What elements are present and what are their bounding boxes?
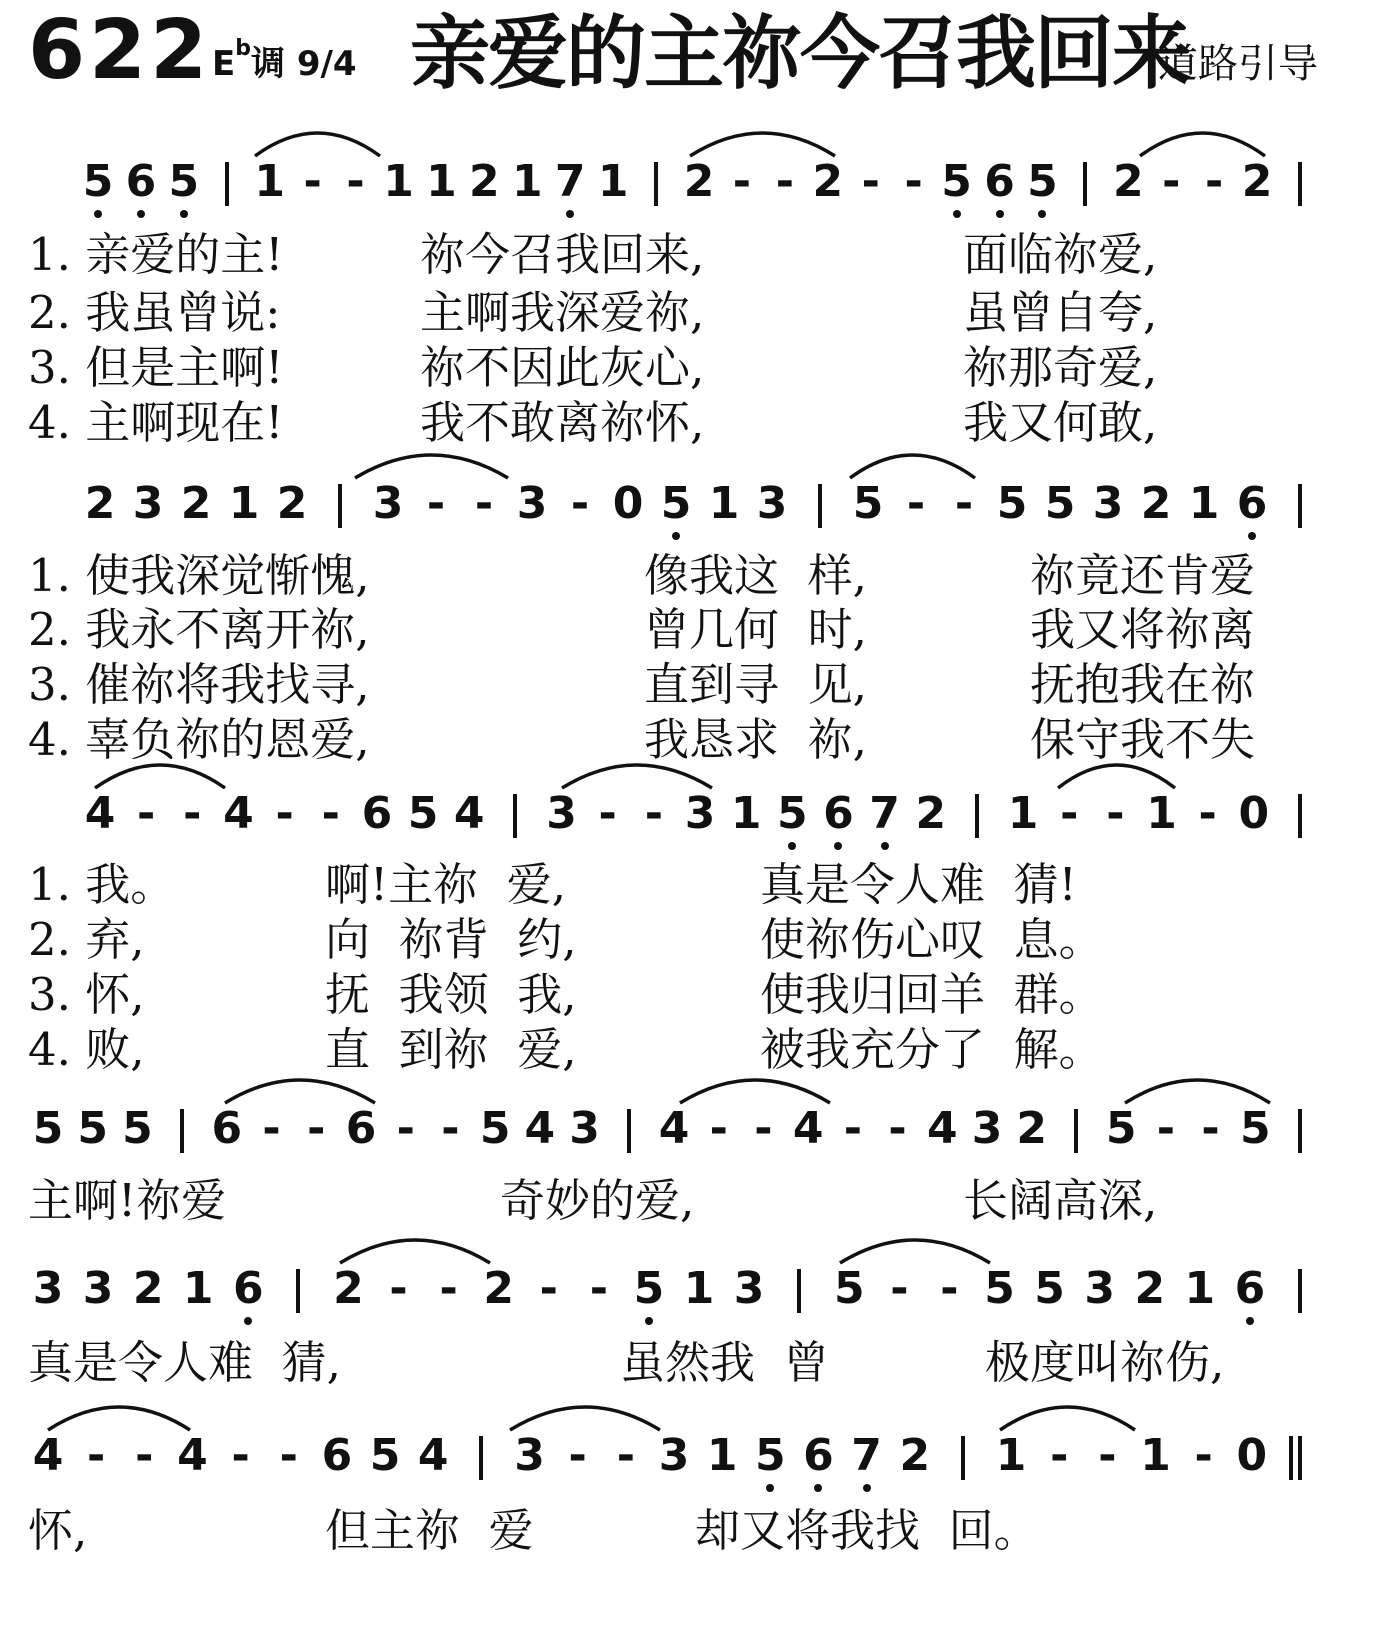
- note: 1: [511, 156, 543, 207]
- hold-dash: -: [1060, 788, 1079, 839]
- lower-octave-dot: [766, 1484, 774, 1492]
- notation-line: [0, 480, 1400, 540]
- tie-group: [0, 748, 1400, 798]
- tie-group: [0, 116, 1400, 166]
- note: 1: [1184, 1263, 1216, 1314]
- tie-arc: [1125, 1080, 1270, 1103]
- note: 1: [383, 156, 414, 207]
- note: 5: [996, 478, 1028, 529]
- lower-octave-dot: [834, 842, 842, 850]
- tune-name: 道路引导: [1158, 41, 1318, 87]
- note: 2: [1016, 1103, 1048, 1154]
- key-letter: E: [212, 44, 236, 84]
- hold-dash: -: [87, 1430, 106, 1481]
- note: 0: [1236, 1430, 1268, 1481]
- barline: [975, 794, 979, 838]
- hold-dash: -: [262, 1103, 281, 1154]
- note: 5: [754, 1430, 786, 1481]
- note: 2: [1112, 156, 1144, 207]
- hold-dash: -: [474, 478, 494, 529]
- barline: [1074, 1109, 1078, 1153]
- hold-dash: -: [616, 1430, 635, 1481]
- note: 6: [1236, 478, 1268, 529]
- hold-dash: -: [954, 478, 974, 529]
- lower-octave-dot: [645, 1317, 653, 1325]
- hold-dash: -: [940, 1263, 959, 1314]
- notation-line: [0, 790, 1400, 850]
- lower-octave-dot: [94, 210, 102, 218]
- note: 3: [733, 1263, 765, 1314]
- tie-arc: [680, 1080, 830, 1103]
- tie-arc: [840, 1240, 990, 1263]
- lyric-v3-c1: 3. 怀,: [28, 968, 145, 1021]
- note: 0: [612, 478, 644, 529]
- lower-octave-dot: [566, 210, 574, 218]
- key-signature: [212, 36, 357, 84]
- barline: [961, 1436, 965, 1480]
- note: 4: [223, 788, 254, 839]
- lower-octave-dot: [863, 1484, 871, 1492]
- barline: [1298, 1269, 1302, 1313]
- lyric-v4-c1: 4. 败,: [28, 1023, 145, 1076]
- note: 3: [684, 788, 716, 839]
- note: 4: [177, 1430, 208, 1481]
- hold-dash: -: [754, 1103, 773, 1154]
- chorus-2a: 真是令人难 猜,: [28, 1336, 341, 1389]
- tie-group: [0, 438, 1400, 488]
- note: 2: [1241, 156, 1273, 207]
- note: 3: [1084, 1263, 1115, 1314]
- hymn-number: 622: [28, 3, 212, 98]
- tie-arc: [1058, 765, 1175, 788]
- note: 5: [984, 1263, 1015, 1314]
- lyric-v2-b2: 曾几何 时,: [644, 603, 867, 656]
- note: 6: [803, 1430, 834, 1481]
- hold-dash: -: [135, 1430, 154, 1481]
- note: 4: [32, 1430, 64, 1481]
- note: 1: [426, 156, 457, 207]
- note: 5: [1044, 478, 1076, 529]
- lyric-v4-b2: 我恳求 祢,: [644, 713, 867, 766]
- hold-dash: -: [1201, 1103, 1220, 1154]
- barline: [1298, 162, 1302, 206]
- lyric-v1-a1: 1. 亲爱的主!: [28, 228, 284, 281]
- note: 2: [84, 478, 116, 529]
- barline: [180, 1109, 184, 1153]
- hold-dash: -: [1162, 156, 1181, 207]
- hold-dash: -: [1050, 1430, 1069, 1481]
- note: 6: [321, 1430, 353, 1481]
- lyric-v1-c2: 啊!主祢 爱,: [325, 858, 566, 911]
- note: 3: [82, 1263, 114, 1314]
- barline: [225, 162, 229, 206]
- lyric-v2-a2: 主啊我深爱祢,: [420, 286, 705, 339]
- final-barline: [1289, 1436, 1293, 1480]
- lyric-v3-a3: 祢那奇爱,: [963, 341, 1158, 394]
- hold-dash: -: [426, 478, 446, 529]
- note: 4: [84, 788, 116, 839]
- lyric-v4-a3: 我又何敢,: [963, 396, 1158, 449]
- hold-dash: -: [1098, 1430, 1117, 1481]
- lyric-v4-a2: 我不敢离祢怀,: [420, 396, 705, 449]
- note: 1: [708, 478, 740, 529]
- barline: [338, 484, 342, 528]
- tie-arc: [1140, 133, 1265, 156]
- lower-octave-dot: [1246, 1317, 1254, 1325]
- lyric-v4-b3: 保守我不失: [1030, 713, 1256, 766]
- note: 1: [706, 1430, 738, 1481]
- notation-line: [0, 158, 1400, 218]
- chorus-2c: 极度叫祢伤,: [985, 1336, 1225, 1389]
- hymn-title: 亲爱的主祢今召我回来: [410, 7, 1190, 100]
- note: 4: [453, 788, 485, 839]
- note: 5: [1034, 1263, 1065, 1314]
- note: 4: [926, 1103, 958, 1154]
- tie-group: [0, 1390, 1400, 1440]
- lyric-v1-b1: 1. 使我深觉惭愧,: [28, 549, 370, 602]
- note: 5: [32, 1103, 64, 1154]
- note: 3: [516, 478, 548, 529]
- lyric-v1-b2: 像我这 样,: [644, 549, 867, 602]
- note: 1: [1007, 788, 1039, 839]
- lyric-v4-c2: 直 到祢 爱,: [325, 1023, 577, 1076]
- note: 1: [1146, 788, 1177, 839]
- barline: [797, 1269, 801, 1313]
- hold-dash: -: [303, 156, 322, 207]
- lower-octave-dot: [1248, 532, 1256, 540]
- hold-dash: -: [389, 1263, 408, 1314]
- lyric-v2-c1: 2. 弃,: [28, 913, 145, 966]
- barline: [296, 1269, 300, 1313]
- lower-octave-dot: [788, 842, 796, 850]
- note: 1: [182, 1263, 214, 1314]
- note: 5: [122, 1103, 153, 1154]
- note: 1: [683, 1263, 715, 1314]
- note: 4: [524, 1103, 556, 1154]
- note: 6: [233, 1263, 264, 1314]
- tie-arc: [510, 1407, 660, 1430]
- lower-octave-dot: [244, 1317, 252, 1325]
- barline: [627, 1109, 631, 1153]
- notation-line: [0, 1432, 1400, 1492]
- lyric-v3-b1: 3. 催祢将我找寻,: [28, 658, 370, 711]
- note: 5: [369, 1430, 401, 1481]
- key-rest: 调 9/4: [250, 44, 357, 84]
- tie-arc: [850, 455, 975, 478]
- final-barline: [1298, 1436, 1302, 1480]
- note: 6: [1234, 1263, 1266, 1314]
- note: 6: [125, 156, 157, 207]
- barline: [654, 162, 658, 206]
- hold-dash: -: [321, 788, 340, 839]
- tie-arc: [1000, 1407, 1135, 1430]
- note: 2: [812, 156, 844, 207]
- lyric-v3-a2: 祢不因此灰心,: [420, 341, 705, 394]
- note: 1: [1188, 478, 1220, 529]
- lower-octave-dot: [137, 210, 145, 218]
- hold-dash: -: [439, 1263, 458, 1314]
- hold-dash: -: [589, 1263, 608, 1314]
- note: 2: [333, 1263, 364, 1314]
- lyric-v1-c3: 真是令人难 猜!: [760, 858, 1077, 911]
- lyric-v4-c3: 被我充分了 解。: [760, 1023, 1104, 1076]
- lyric-v4-a1: 4. 主啊现在!: [28, 396, 284, 449]
- chorus-3b: 但主祢 爱: [325, 1504, 534, 1557]
- hold-dash: -: [888, 1103, 907, 1154]
- hold-dash: -: [539, 1263, 558, 1314]
- lyric-v1-b3: 祢竟还肯爱: [1030, 549, 1256, 602]
- barline: [513, 794, 517, 838]
- chorus-1b: 奇妙的爱,: [500, 1174, 695, 1227]
- note: 1: [1140, 1430, 1171, 1481]
- hold-dash: -: [231, 1430, 250, 1481]
- note: 2: [180, 478, 212, 529]
- note: 3: [971, 1103, 1003, 1154]
- chorus-1c: 长阔高深,: [963, 1174, 1158, 1227]
- hold-dash: -: [307, 1103, 326, 1154]
- note: 7: [554, 156, 586, 207]
- note: 6: [211, 1103, 243, 1154]
- note: 3: [132, 478, 164, 529]
- tie-arc: [255, 133, 380, 156]
- hold-dash: -: [644, 788, 663, 839]
- note: 3: [372, 478, 404, 529]
- tie-arc: [48, 1407, 190, 1430]
- note: 3: [569, 1103, 600, 1154]
- tie-arc: [562, 765, 712, 788]
- barline: [1083, 162, 1087, 206]
- note: 6: [823, 788, 854, 839]
- lyric-v1-a3: 面临祢爱,: [963, 228, 1158, 281]
- lower-octave-dot: [180, 210, 188, 218]
- hold-dash: -: [598, 788, 617, 839]
- note: 0: [1238, 788, 1270, 839]
- lyric-v2-a3: 虽曾自夸,: [963, 286, 1158, 339]
- note: 2: [915, 788, 947, 839]
- note: 1: [254, 156, 286, 207]
- note: 2: [683, 156, 715, 207]
- hold-dash: -: [279, 1430, 298, 1481]
- note: 5: [776, 788, 808, 839]
- note: 2: [1134, 1263, 1166, 1314]
- barline: [1298, 794, 1302, 838]
- note: 5: [77, 1103, 109, 1154]
- lyric-v3-c3: 使我归回羊 群。: [760, 968, 1104, 1021]
- lyric-v3-b2: 直到寻 见,: [644, 658, 867, 711]
- note: 3: [514, 1430, 545, 1481]
- note: 5: [1239, 1103, 1271, 1154]
- note: 2: [132, 1263, 164, 1314]
- note: 1: [995, 1430, 1027, 1481]
- note: 5: [407, 788, 439, 839]
- note: 7: [869, 788, 900, 839]
- chorus-2b: 虽然我 曾: [620, 1336, 829, 1389]
- hold-dash: -: [709, 1103, 728, 1154]
- hold-dash: -: [275, 788, 294, 839]
- hold-dash: -: [441, 1103, 460, 1154]
- note: 2: [483, 1263, 515, 1314]
- hold-dash: -: [1198, 788, 1217, 839]
- lyric-v2-b3: 我又将祢离: [1030, 603, 1256, 656]
- barline: [479, 1436, 483, 1480]
- note: 1: [730, 788, 762, 839]
- note: 5: [852, 478, 884, 529]
- barline: [1298, 1109, 1302, 1153]
- note: 2: [469, 156, 500, 207]
- lower-octave-dot: [996, 210, 1004, 218]
- tie-arc: [355, 455, 508, 478]
- lyric-v2-b1: 2. 我永不离开祢,: [28, 603, 370, 656]
- notation-line: [0, 1265, 1400, 1325]
- lower-octave-dot: [814, 1484, 822, 1492]
- hold-dash: -: [183, 788, 202, 839]
- lyric-v4-b1: 4. 辜负祢的恩爱,: [28, 713, 370, 766]
- hold-dash: -: [904, 156, 923, 207]
- lyric-v1-a2: 祢今召我回来,: [420, 228, 705, 281]
- hold-dash: -: [843, 1103, 862, 1154]
- note: 1: [597, 156, 629, 207]
- lyric-v2-c2: 向 祢背 约,: [325, 913, 577, 966]
- barline: [1298, 484, 1302, 528]
- note: 3: [1092, 478, 1124, 529]
- lyric-v3-b3: 抚抱我在祢: [1030, 658, 1256, 711]
- note: 5: [633, 1263, 665, 1314]
- hold-dash: -: [346, 156, 365, 207]
- hold-dash: -: [1194, 1430, 1213, 1481]
- hold-dash: -: [568, 1430, 587, 1481]
- notation-line: [0, 1105, 1400, 1165]
- chorus-1a: 主啊!祢爱: [28, 1174, 227, 1227]
- note: 6: [345, 1103, 377, 1154]
- lyric-v2-a1: 2. 我虽曾说:: [28, 286, 281, 339]
- hold-dash: -: [861, 156, 880, 207]
- tie-arc: [225, 1080, 375, 1103]
- lower-octave-dot: [953, 210, 961, 218]
- note: 2: [1140, 478, 1172, 529]
- note: 2: [899, 1430, 931, 1481]
- hold-dash: -: [1205, 156, 1224, 207]
- note: 5: [168, 156, 200, 207]
- hold-dash: -: [732, 156, 752, 207]
- hold-dash: -: [1106, 788, 1125, 839]
- note: 5: [660, 478, 692, 529]
- note: 6: [984, 156, 1015, 207]
- note: 5: [833, 1263, 865, 1314]
- tie-arc: [340, 1240, 490, 1263]
- lower-octave-dot: [881, 842, 889, 850]
- note: 5: [479, 1103, 511, 1154]
- key-flat: b: [235, 36, 251, 61]
- note: 5: [1027, 156, 1058, 207]
- lower-octave-dot: [1038, 210, 1046, 218]
- note: 5: [82, 156, 114, 207]
- tie-group: [0, 1063, 1400, 1113]
- note: 3: [546, 788, 577, 839]
- tie-arc: [690, 133, 835, 156]
- lower-octave-dot: [672, 532, 680, 540]
- lyric-v3-c2: 抚 我领 我,: [325, 968, 577, 1021]
- lyric-v2-c3: 使祢伤心叹 息。: [760, 913, 1104, 966]
- note: 5: [1105, 1103, 1137, 1154]
- note: 5: [941, 156, 972, 207]
- lyric-v3-a1: 3. 但是主啊!: [28, 341, 284, 394]
- chorus-3a: 怀,: [28, 1504, 88, 1557]
- lyric-v1-c1: 1. 我。: [28, 858, 176, 911]
- note: 4: [792, 1103, 824, 1154]
- hold-dash: -: [137, 788, 156, 839]
- hold-dash: -: [906, 478, 926, 529]
- note: 7: [851, 1430, 882, 1481]
- tie-group: [0, 1223, 1400, 1273]
- note: 3: [658, 1430, 690, 1481]
- hold-dash: -: [1156, 1103, 1175, 1154]
- note: 2: [276, 478, 308, 529]
- barline: [818, 484, 822, 528]
- note: 4: [417, 1430, 449, 1481]
- note: 3: [32, 1263, 64, 1314]
- note: 1: [228, 478, 260, 529]
- tie-arc: [95, 765, 225, 788]
- hold-dash: -: [775, 156, 794, 207]
- chorus-3c: 却又将我找 回。: [695, 1504, 1039, 1557]
- hold-dash: -: [396, 1103, 415, 1154]
- hold-dash: -: [890, 1263, 909, 1314]
- note: 6: [361, 788, 393, 839]
- note: 3: [756, 478, 788, 529]
- hold-dash: -: [570, 478, 590, 529]
- note: 4: [658, 1103, 690, 1154]
